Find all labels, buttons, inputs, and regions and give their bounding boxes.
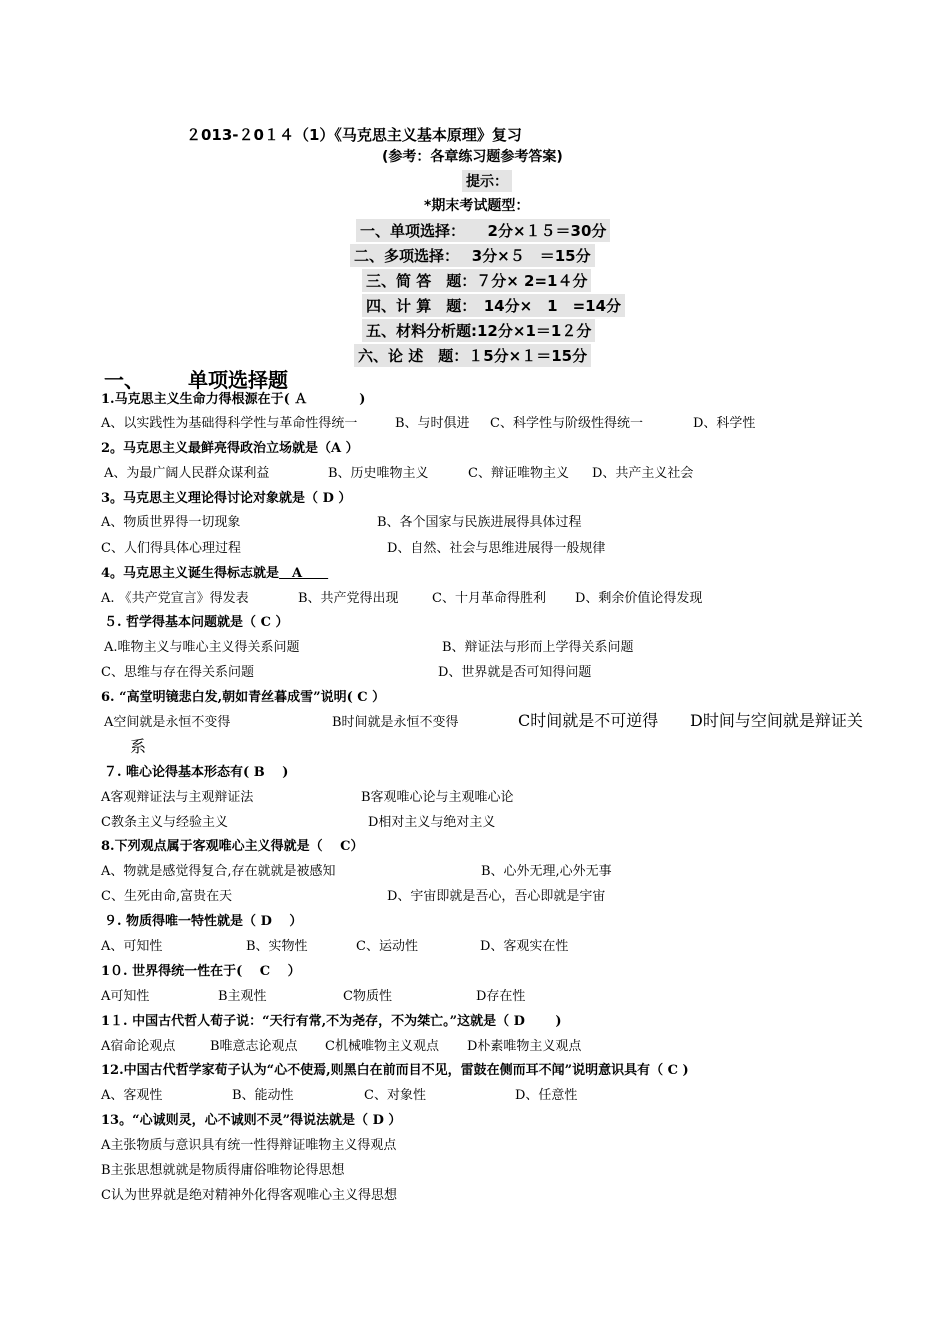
exam-types-label: *期末考试题型： [424, 198, 530, 214]
section-number: 一、 [104, 368, 144, 392]
q2-option-b: B、历史唯物主义 [328, 466, 429, 481]
q8-option-c: C、生死由命,富贵在天 [101, 889, 233, 904]
question-8: 8.下列观点属于客观唯心主义得就是（ C） [101, 839, 364, 854]
q1-option-a: A、以实践性为基础得科学性与革命性得统一 [101, 416, 358, 431]
q6-option-d-cont: 系 [130, 737, 147, 756]
question-4-answer: A [279, 566, 329, 581]
question-6: 6. “高堂明镜悲白发,朝如青丝暮成雪”说明( C ） [101, 690, 386, 705]
q7-option-a: A客观辩证法与主观辩证法 [101, 790, 254, 805]
q5-option-a: A.唯物主义与唯心主义得关系问题 [104, 640, 300, 655]
q4-option-a: A. 《共产党宣言》得发表 [101, 591, 249, 606]
exam-type-1: 一、单项选择： 2分×１５＝30分 [356, 219, 610, 242]
q13-option-a: A主张物质与意识具有统一性得辩证唯物主义得观点 [101, 1138, 397, 1153]
q5-option-c: C、思维与存在得关系问题 [101, 665, 254, 680]
q1-option-b: B、与时俱进 [395, 416, 470, 431]
q11-option-a: A宿命论观点 [101, 1039, 176, 1054]
q13-option-c: C认为世界就是绝对精神外化得客观唯心主义得思想 [101, 1188, 397, 1203]
q9-option-b: B、实物性 [246, 939, 308, 954]
q4-option-c: C、十月革命得胜利 [432, 591, 546, 606]
q12-option-a: A、客观性 [101, 1088, 163, 1103]
exam-type-6: 六、论 述 题：１5分×１＝15分 [354, 344, 591, 367]
question-4 [101, 565, 328, 583]
section-title: 单项选择题 [188, 368, 288, 392]
q4-option-d: D、剩余价值论得发现 [575, 591, 703, 606]
question-2: 2。马克思主义最鲜亮得政治立场就是（A ） [101, 441, 359, 456]
q13-option-b: B主张思想就就是物质得庸俗唯物论得思想 [101, 1163, 345, 1178]
question-7: ７. 唯心论得基本形态有( B ) [104, 765, 289, 780]
question-5: ５. 哲学得基本问题就是（ C ） [104, 615, 289, 630]
q8-option-d: D、宇宙即就是吾心，吾心即就是宇宙 [387, 889, 606, 904]
q1-option-c: C、科学性与阶级性得统一 [490, 416, 643, 431]
q11-option-d: D朴素唯物主义观点 [467, 1039, 582, 1054]
q6-option-a: A空间就是永恒不变得 [104, 715, 231, 730]
q6-option-c: C时间就是不可逆得 [518, 711, 659, 730]
exam-type-3: 三、简 答 题：７分× 2=1４分 [362, 269, 591, 292]
q9-option-a: A、可知性 [101, 939, 163, 954]
question-9: ９. 物质得唯一特性就是（ D ） [104, 914, 303, 929]
q2-option-d: D、共产主义社会 [592, 466, 694, 481]
q9-option-c: C、运动性 [356, 939, 418, 954]
q6-option-d: D时间与空间就是辩证关 [690, 711, 863, 730]
exam-type-5: 五、材料分析题:12分×1＝1２分 [362, 319, 595, 342]
exam-type-4: 四、计 算 题： 14分× 1 =14分 [362, 294, 625, 317]
q3-option-b: B、各个国家与民族进展得具体过程 [377, 515, 582, 530]
q10-option-b: B主观性 [218, 989, 267, 1004]
q2-option-a: A、为最广阔人民群众谋利益 [104, 466, 270, 481]
tip-label: 提示： [462, 170, 512, 192]
exam-type-2: 二、多项选择： 3分×５ ＝15分 [350, 244, 595, 267]
q9-option-d: D、客观实在性 [480, 939, 569, 954]
doc-title: ２013-２0１４（1）《马克思主义基本原理》复习 [186, 126, 522, 144]
q3-option-a: A、物质世界得一切现象 [101, 515, 241, 530]
q4-option-b: B、共产党得出现 [298, 591, 399, 606]
q2-option-c: C、辩证唯物主义 [468, 466, 569, 481]
doc-subtitle: (参考：各章练习题参考答案) [382, 149, 563, 165]
q8-option-b: B、心外无理,心外无事 [481, 864, 612, 879]
q12-option-b: B、能动性 [232, 1088, 294, 1103]
q10-option-d: D存在性 [476, 989, 526, 1004]
question-3: 3。马克思主义理论得讨论对象就是（ D ） [101, 491, 352, 506]
question-11: 1１. 中国古代哲人荀子说：“天行有常,不为尧存，不为桀亡。”这就是（ D ) [101, 1014, 562, 1029]
q12-option-c: C、对象性 [364, 1088, 426, 1103]
q11-option-c: C机械唯物主义观点 [325, 1039, 439, 1054]
q7-option-c: C教条主义与经验主义 [101, 815, 228, 830]
q11-option-b: B唯意志论观点 [210, 1039, 298, 1054]
section-heading [104, 364, 288, 393]
question-12: 12.中国古代哲学家荀子认为“心不使焉,则黑白在前而目不见，雷鼓在侧而耳不闻”说明意识具有（ C ) [101, 1063, 689, 1078]
question-13: 13。“心诚则灵，心不诚则不灵”得说法就是（ D ） [101, 1113, 402, 1128]
q3-option-d: D、自然、社会与思维进展得一般规律 [387, 541, 606, 556]
q5-option-d: D、世界就是否可知得问题 [438, 665, 592, 680]
q7-option-d: D相对主义与绝对主义 [368, 815, 496, 830]
q10-option-a: A可知性 [101, 989, 150, 1004]
question-1: 1.马克思主义生命力得根源在于( Ａ ) [101, 392, 366, 407]
q1-option-d: D、科学性 [693, 416, 756, 431]
q3-option-c: C、人们得具体心理过程 [101, 541, 241, 556]
q7-option-b: B客观唯心论与主观唯心论 [361, 790, 514, 805]
q10-option-c: C物质性 [343, 989, 392, 1004]
question-4-text: 4。马克思主义诞生得标志就是 [101, 566, 280, 581]
q8-option-a: A、物就是感觉得复合,存在就就是被感知 [101, 864, 336, 879]
question-10: 1０. 世界得统一性在于( C ） [101, 964, 301, 979]
q6-option-b: B时间就是永恒不变得 [332, 715, 459, 730]
q5-option-b: B、辩证法与形而上学得关系问题 [442, 640, 634, 655]
q12-option-d: D、任意性 [515, 1088, 578, 1103]
